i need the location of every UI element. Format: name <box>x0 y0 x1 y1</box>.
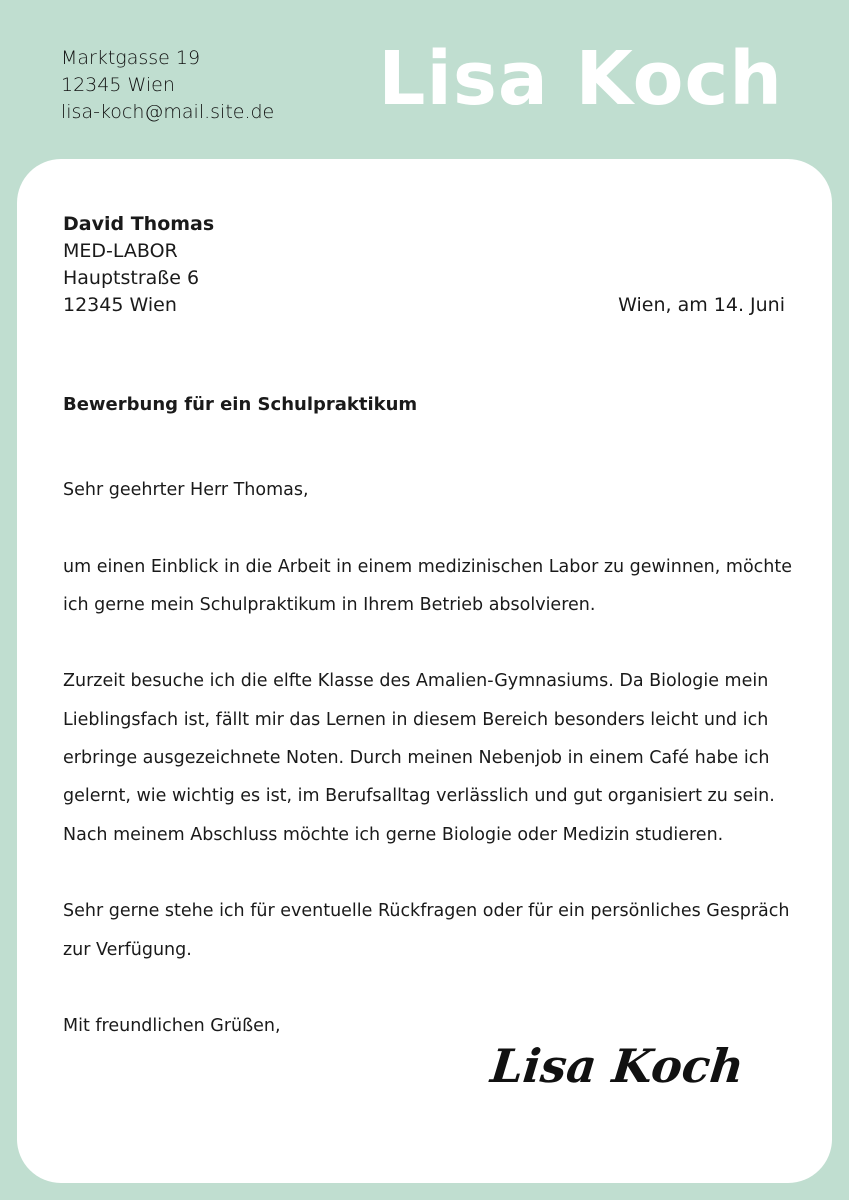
sender-email: lisa-koch@mail.site.de <box>61 101 275 123</box>
recipient-company: MED-LABOR <box>63 240 178 262</box>
sender-street: Marktgasse 19 <box>61 47 201 69</box>
salutation: Sehr geehrter Herr Thomas, <box>63 480 309 500</box>
sender-city: 12345 Wien <box>61 74 175 96</box>
body-paragraph-2: Zurzeit besuche ich die elfte Klasse des Amalien-Gymnasiums. Da Biologie mein Lieblingsfach ist, fällt mir das Lernen in diesem Bereich besonders leicht und ich erbringe ausgezeichnete Noten. Durch meinen Nebenjob in einem Café habe ich gelernt, wie wichtig es ist, im Berufsalltag verlässlich und gut organisiert zu sein. Nach meinem Abschluss möchte ich gerne Biologie oder Medizin studieren. <box>63 671 775 845</box>
letter-body <box>63 471 793 1084</box>
sender-address <box>61 45 274 126</box>
body-paragraph-1: um einen Einblick in die Arbeit in einem medizinischen Labor zu gewinnen, möchte ich gerne mein Schulpraktikum in Ihrem Betrieb absolvieren. <box>63 556 792 615</box>
recipient-name: David Thomas <box>63 213 215 235</box>
letter-date: Wien, am 14. Juni <box>618 294 785 316</box>
letter-card <box>17 159 832 1183</box>
closing: Mit freundlichen Grüßen, <box>63 1016 281 1037</box>
body-paragraph-3: Sehr gerne stehe ich für eventuelle Rückfragen oder für ein persönliches Gespräch zur Verfügung. <box>63 901 790 960</box>
signature: Lisa Koch <box>488 1039 747 1093</box>
header-name: Lisa Koch <box>378 36 783 122</box>
recipient-address <box>63 211 214 319</box>
recipient-street: Hauptstraße 6 <box>63 267 200 289</box>
letter-subject: Bewerbung für ein Schulpraktikum <box>63 394 418 415</box>
recipient-city: 12345 Wien <box>63 294 177 316</box>
